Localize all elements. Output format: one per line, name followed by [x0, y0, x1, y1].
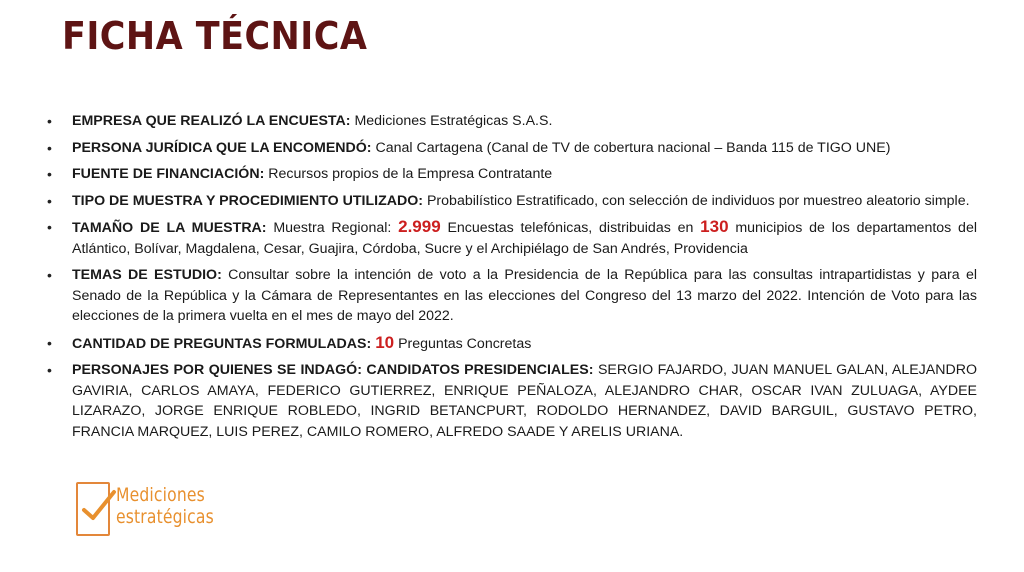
list-item-questions [72, 333, 977, 355]
item-text: Muestra Regional: [266, 220, 399, 236]
checkmark-icon [80, 488, 120, 528]
sample-count: 2.999 [398, 217, 441, 236]
item-label: TAMAÑO DE LA MUESTRA: [72, 220, 267, 236]
item-label: TEMAS DE ESTUDIO: [72, 267, 222, 283]
list-item-company [72, 111, 977, 132]
item-label: EMPRESA QUE REALIZÓ LA ENCUESTA: [72, 113, 351, 129]
item-text: Recursos propios de la Empresa Contratante [264, 166, 553, 182]
item-label: PERSONA JURÍDICA QUE LA ENCOMENDÓ: [72, 139, 372, 156]
logo-text-line2: estratégicas [116, 506, 214, 528]
item-label: TIPO DE MUESTRA Y PROCEDIMIENTO UTILIZADO: [72, 192, 424, 209]
mediciones-estrategicas-logo [76, 482, 246, 538]
item-text: Probabilístico Estratificado, con selección de individuos por muestreo aleatorio simple. [423, 192, 970, 209]
technical-sheet-list [72, 111, 977, 448]
item-text: Encuestas telefónicas, distribuidas en [440, 220, 701, 236]
logo-text-line1: Mediciones [116, 484, 205, 506]
list-item-client [72, 138, 977, 159]
list-item-sample-type [72, 191, 977, 212]
item-text: municipios de los departamentos del Atlántico, Bolívar, Magdalena, Cesar, Guajira, Córdoba, Sucre y el Archipiélago de San Andrés, Providencia [72, 220, 977, 257]
item-text: Consultar sobre la intención de voto a la Presidencia de la República para las consultas intrapartidistas y para el Senado de la República y la Cámara de Representantes en las elecciones del Congreso del 13 marzo del 2022. Intención de Voto para las elecciones de la primera vuelta en el mes de mayo del 2022. [72, 267, 977, 324]
item-label: CANTIDAD DE PREGUNTAS FORMULADAS: [72, 335, 372, 352]
list-item-funding [72, 164, 977, 185]
item-text: Preguntas Concretas [394, 335, 532, 352]
question-count: 10 [375, 332, 395, 352]
municipality-count: 130 [700, 217, 729, 236]
list-item-sample-size [72, 217, 977, 259]
item-label: PERSONAJES POR QUIENES SE INDAGÓ: CANDIDATOS PRESIDENCIALES: [72, 362, 594, 378]
item-text: Mediciones Estratégicas S.A.S. [350, 113, 553, 129]
item-label: FUENTE DE FINANCIACIÓN: [72, 166, 265, 182]
item-text: SERGIO FAJARDO, JUAN MANUEL GALAN, ALEJANDRO GAVIRIA, CARLOS AMAYA, FEDERICO GUTIERREZ, ENRIQUE PEÑALOZA, ALEJANDRO CHAR, OSCAR IVAN ZULUAGA, AYDEE LIZARAZO, JORGE ENRIQUE ROBLEDO, INGRID BETANCPURT, RODOLDO HERNANDEZ, DAVID BARGUIL, GUSTAVO PETRO, FRANCIA MARQUEZ, LUIS PEREZ, CAMILO ROMERO, ALFREDO SAADE Y ARELIS URIANA. [72, 362, 977, 440]
page-title: FICHA TÉCNICA [62, 14, 368, 58]
list-item-topics [72, 265, 977, 327]
item-text: Canal Cartagena (Canal de TV de cobertura nacional – Banda 115 de TIGO UNE) [371, 139, 891, 156]
list-item-candidates [72, 360, 977, 442]
